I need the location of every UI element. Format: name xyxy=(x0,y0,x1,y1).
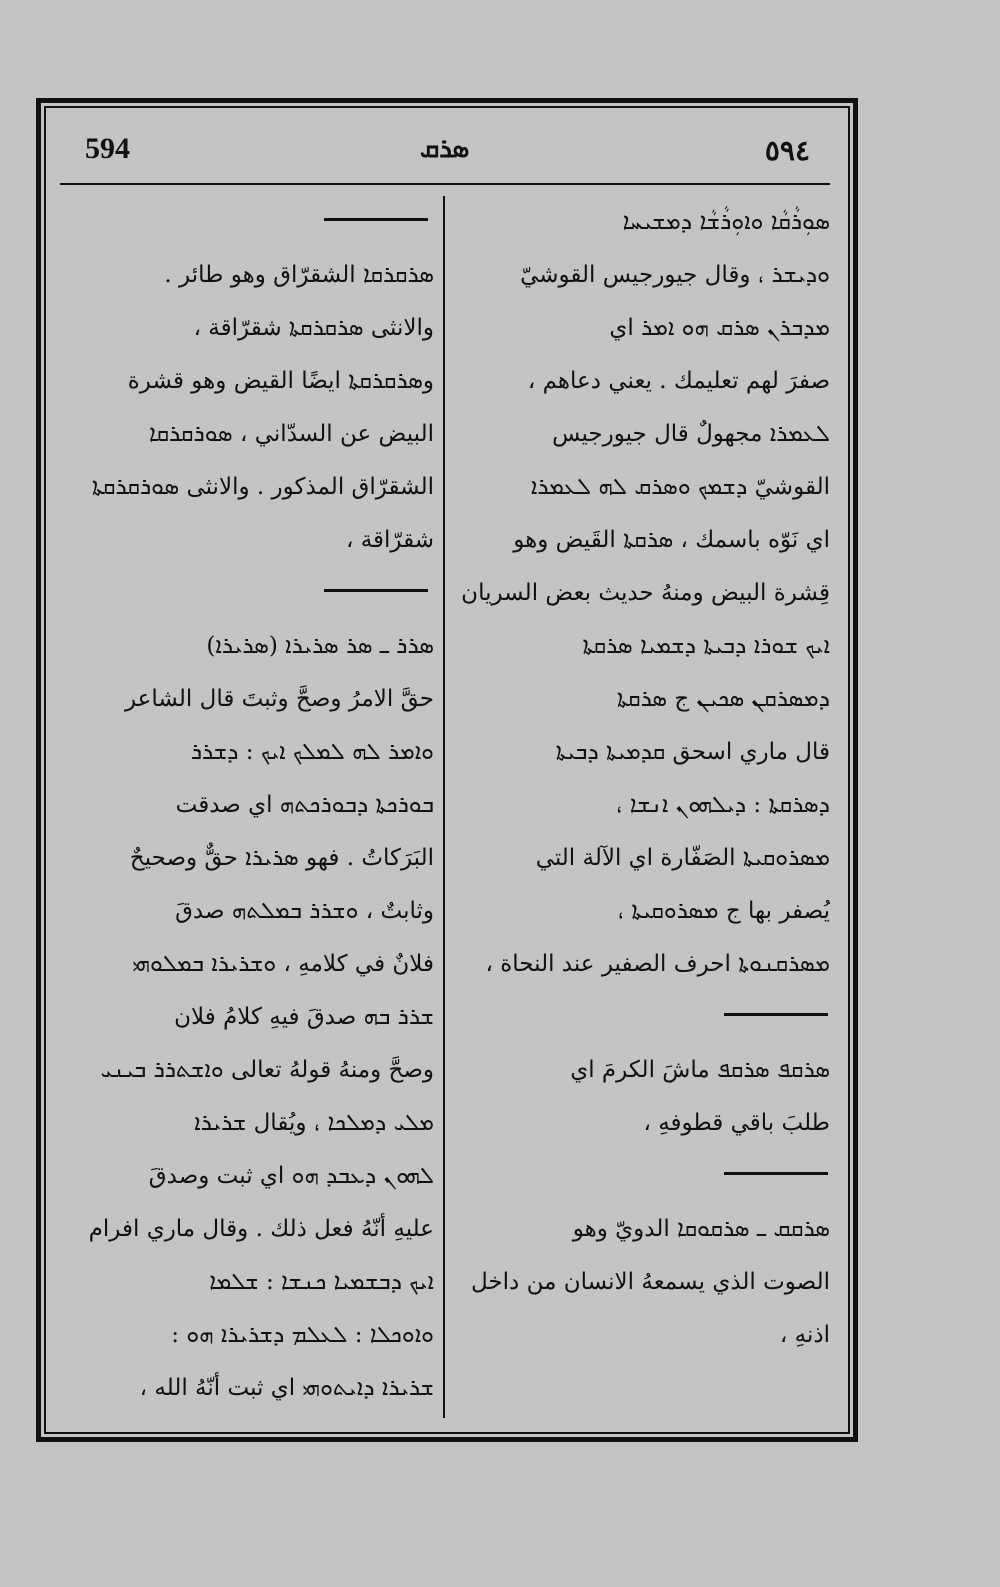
text-line: قِشرة البيض ومنهُ حديث بعض السريان xyxy=(461,580,830,606)
text-line: ܒܘܪܟܬܐ ܕܒܘܪܟܬܗ اي صدقت xyxy=(175,792,434,818)
text-line: قال ماري اسحق ܩܕܡܝܬܐ ܕܒܝܬܐ xyxy=(555,739,830,765)
entry-separator xyxy=(62,196,434,249)
text-line: البَرَكاتُ . فهو ܣܪܝܪܐ حقٌّ وصحيحٌ xyxy=(129,845,434,871)
text-line: ܕܡܣܪܩܢ ܣܟܝܢ ج ܣܪܩܬܐ xyxy=(616,686,830,712)
entry-separator xyxy=(456,991,830,1044)
separator-rule xyxy=(324,589,428,592)
text-line: ܠܗܘܢ ܕܥܒܕ ܗܘ اي ثبت وصدقَ xyxy=(148,1163,434,1189)
separator-rule xyxy=(724,1013,828,1016)
separator-rule xyxy=(724,1172,828,1175)
header-rule xyxy=(60,183,830,185)
text-line: ܣܪܪ ـ ܣܪ ܣܪܝܪܐ (ܣܪܝܪܐ) xyxy=(206,633,434,659)
text-line: حقَّ الامرُ وصحَّ وثبتَ قال الشاعر xyxy=(124,686,434,712)
text-line: ܠܥܡܪܐ مجهولٌ قال جيورجيس xyxy=(552,421,830,447)
page-header xyxy=(60,128,830,172)
text-line: القوشيّ ܕܫܡܟ ܘܣܪܩ ܠܗ ܠܥܡܪܐ xyxy=(530,474,830,500)
text-line: ܣܪܩܩ ـ ܣܪܩܘܩܐ الدويّ وهو xyxy=(572,1216,830,1242)
text-line: ܣܪܩܪܩܐ الشقرّاق وهو طائر . xyxy=(164,262,434,288)
text-line: ܡܣܪܩܢܘܬܐ احرف الصفير عند النحاة ، xyxy=(485,951,830,977)
text-line: ܐܝܟ ܕܒܫܡܝܐ ܟܢܫܐ : ܫܠܡܐ xyxy=(209,1269,434,1295)
text-line: البيض عن السدّاني ، ܣܘܪܩܪܩܐ xyxy=(149,421,434,447)
text-line: فلانٌ في كلامهِ ، ܘܫܪܝܪܐ ܒܡܠܘܗܝ xyxy=(132,951,434,977)
separator-rule xyxy=(324,218,428,221)
left-column xyxy=(62,196,434,1415)
text-line: ܡܣܪܘܩܝܬܐ الصَفّارة اي الآلة التي xyxy=(535,845,830,871)
column-divider xyxy=(443,196,445,1418)
text-line: ܣܪܩܦ ܣܪܩܦ ماشَ الكرمَ اي xyxy=(570,1057,830,1083)
text-line: ܫܪܝܪܐ ܕܐܝܬܘܗܝ اي ثبت أنّهُ الله ، xyxy=(139,1375,434,1401)
text-line: ܐܝܟ ܫܘܪܐ ܕܒܝܬܐ ܕܫܡܝܐ ܣܪܩܬܐ xyxy=(582,633,830,659)
text-line: الشقرّاق المذكور . والانثى ܣܘܪܩܪܩܬܐ xyxy=(91,474,434,500)
right-column xyxy=(456,196,830,1362)
page-number-arabic: ٥٩٤ xyxy=(764,134,810,167)
text-line: وܣܪܩܪܩܬܐ ايضًا القيض وهو قشرة xyxy=(127,368,434,394)
text-line: ܘܐܘܟܠܐ : ܠܥܠܡ ܕܫܪܝܪܐ ܗܘ : xyxy=(171,1322,434,1348)
text-line: شقرّاقة ، xyxy=(345,527,434,553)
text-line: يُصفر بها ج ܡܣܪܘܩܝܬܐ ، xyxy=(617,898,830,924)
text-line: والانثى ܣܪܩܪܩܬܐ شقرّاقة ، xyxy=(193,315,434,341)
text-line: اذنهِ ، xyxy=(779,1322,830,1348)
text-line: طلبَ باقي قطوفهِ ، xyxy=(643,1110,830,1136)
page-number-latin: 594 xyxy=(85,132,130,165)
text-line: ܣܘܼܪܵܩܵܐ ܘܐܘܼܪܵܫܵܐ ܕܡܫܝܚܐ xyxy=(622,209,830,235)
text-line: صفرَ لهم تعليمك . يعني دعاهم ، xyxy=(527,368,830,394)
text-line: ܘܕܝܫܪ ، وقال جيورجيس القوشيّ xyxy=(520,262,830,288)
text-line: ܡܠܝ ܕܡܠܟܐ ، ويُقال ܫܪܝܪܐ xyxy=(194,1110,434,1136)
text-line: اي نَوّه باسمك ، ܣܪܩܬܐ القَيض وهو xyxy=(513,527,830,553)
text-line: وصحَّ ومنهُ قولهُ تعالى ܘܐܫܬܪܪ ܒܝܢܝ xyxy=(100,1057,434,1083)
text-line: ܫܪܪ ܒܗ صدقَ فيهِ كلامُ فلان xyxy=(174,1004,434,1030)
text-line: ܕܣܪܩܬܐ : ܕܝܠܗܘܢ ܐܢܫܐ ، xyxy=(615,792,830,818)
entry-separator xyxy=(456,1150,830,1203)
text-line: ܡܕܒܪܢ ܣܪܩ ܗܘ ܐܡܪ اي xyxy=(609,315,830,341)
text-line: ܘܐܡܪ ܠܗ ܠܡܠܟ ܐܝܟ : ܕܫܪܪ xyxy=(190,739,434,765)
running-head-word: ܣܪܩ xyxy=(420,134,470,164)
text-line: عليهِ أنّهُ فعل ذلك . وقال ماري افرام xyxy=(88,1216,434,1242)
text-line: وثابتٌ ، ܘܫܪܪ ܒܡܠܬܗ صدقَ xyxy=(175,898,434,924)
text-line: الصوت الذي يسمعهُ الانسان من داخل xyxy=(471,1269,830,1295)
entry-separator xyxy=(62,567,434,620)
